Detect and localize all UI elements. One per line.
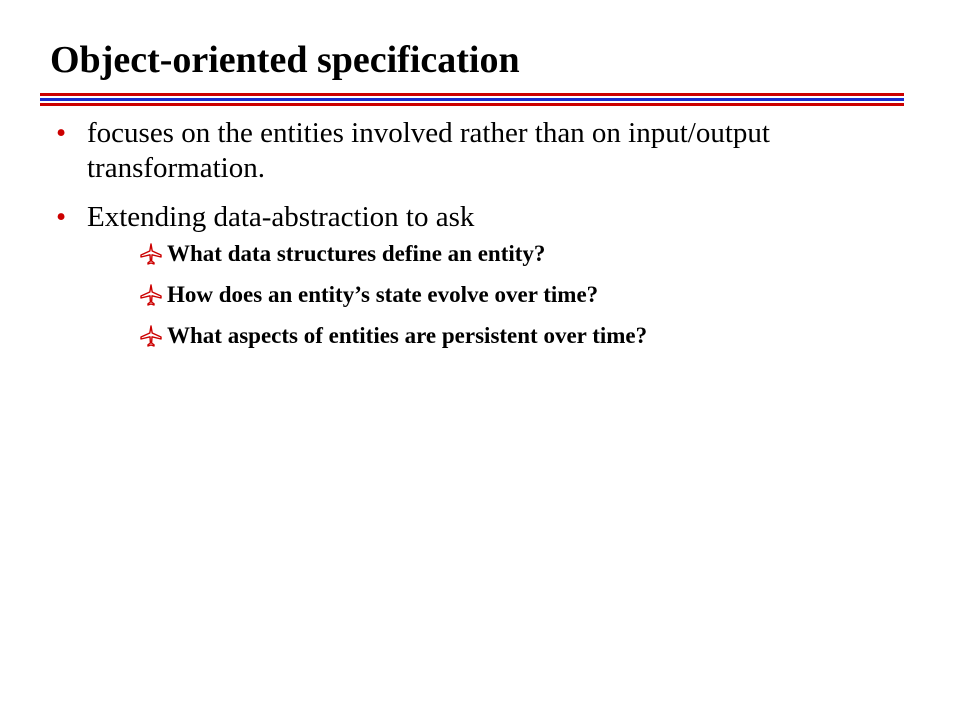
sub-bullet-text: What data structures define an entity? — [167, 241, 546, 267]
bullet-dot-icon: • — [56, 200, 67, 233]
airplane-icon — [139, 324, 163, 348]
slide-content — [50, 116, 910, 363]
bullet-item — [50, 116, 910, 186]
sub-bullet-text: How does an entity’s state evolve over time? — [167, 281, 599, 307]
bullet-dot-icon: • — [56, 117, 67, 149]
title-rule-top — [40, 93, 904, 96]
slide-title: Object-oriented specification — [50, 39, 520, 81]
bullet-item — [50, 200, 910, 350]
title-rule-middle — [40, 98, 904, 101]
sub-bullet-list — [87, 240, 910, 349]
bullet-text: Extending data-abstraction to ask — [87, 200, 475, 233]
sub-bullet-item — [87, 322, 910, 350]
sub-bullet-item — [87, 240, 910, 268]
bullet-text: focuses on the entities involved rather than on input/output transformation. — [87, 117, 770, 184]
airplane-icon — [139, 283, 163, 307]
title-rule-bottom — [40, 103, 904, 106]
airplane-icon — [139, 242, 163, 266]
sub-bullet-text: What aspects of entities are persistent over time? — [167, 322, 648, 348]
sub-bullet-item — [87, 281, 910, 309]
